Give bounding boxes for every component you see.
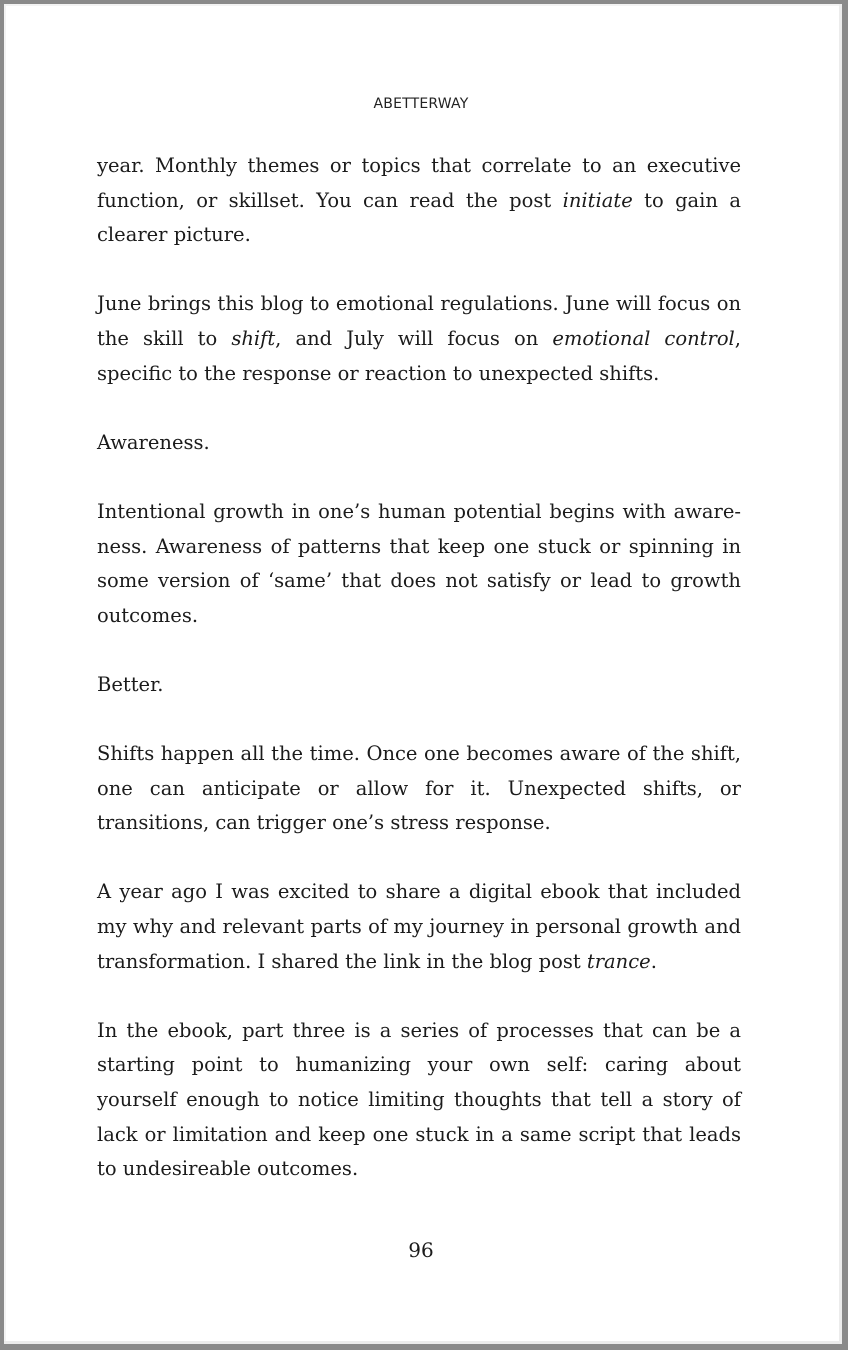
text-run: Intentional growth in one’s human potential begins with awareness. Awareness of patterns that keep one stuck or spinning in some version of ‘same’ that does not satisfy or lead to growth outcomes. <box>97 499 741 627</box>
paragraph <box>97 149 741 253</box>
paragraph <box>97 426 741 461</box>
text-run: Better. <box>97 672 164 696</box>
text-run: Awareness. <box>97 430 210 454</box>
paragraph <box>97 495 741 633</box>
text-run: , and July will focus on <box>275 326 553 350</box>
italic-text: trance <box>586 949 651 973</box>
text-run: year. Monthly themes or topics that correlate to an executive function, or skillset. You can read the post <box>97 154 741 212</box>
page-number: 96 <box>408 1238 434 1262</box>
italic-text: initiate <box>562 188 633 212</box>
paragraph <box>97 875 741 979</box>
book-page <box>4 4 842 1344</box>
paragraph <box>97 737 741 841</box>
text-run: , specific to the response or reaction to unexpected shifts. <box>97 326 741 385</box>
text-run: June brings this blog to emotional regulations. June will focus on the skill to <box>97 292 741 350</box>
paragraph <box>97 287 741 391</box>
text-run: A year ago I was excited to share a digital ebook that included my why and relevant parts of my journey in personal growth and transformation. I shared the link in the blog post <box>97 880 741 973</box>
body-text <box>97 149 741 1221</box>
text-run: Shifts happen all the time. Once one becomes aware of the shift, one can anticipate or allow for it. Unexpected shifts, or transitions, can trigger one’s stress response. <box>97 742 741 835</box>
text-run: . <box>650 949 657 973</box>
paragraph <box>97 668 741 703</box>
running-head: ABETTERWAY <box>373 96 469 112</box>
italic-text: emotional control <box>552 326 735 350</box>
text-run: to gain a clearer picture. <box>97 188 741 247</box>
text-run: In the ebook, part three is a series of processes that can be a starting point to humanizing your own self: caring about yourself enough to notice limiting thoughts that tell a story of lack or limitation and keep one stuck in a same script that leads to undesireable outcomes. <box>97 1018 741 1181</box>
paragraph <box>97 1014 741 1187</box>
italic-text: shift <box>231 326 276 350</box>
